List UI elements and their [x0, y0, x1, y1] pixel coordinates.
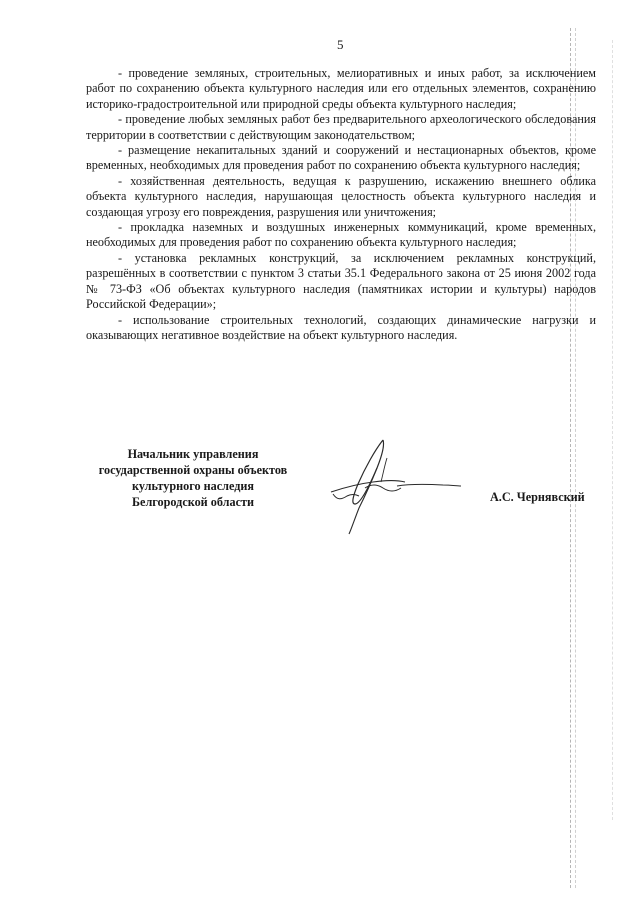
paragraph: - прокладка наземных и воздушных инженерных коммуникаций, кроме временных, необходимых для проведения работ по сохранению объекта культурного наследия; — [86, 220, 596, 250]
signatory-title-line: государственной охраны объектов — [98, 463, 288, 477]
paragraph: - установка рекламных конструкций, за исключением рекламных конструкций, разрешённых в соответствии с пунктом 3 статьи 35.1 Федерального закона от 25 июня 2002 года № 73-ФЗ «Об объектах культурного наследия (памятниках истории и культуры) народов Российской Федерации»; — [86, 250, 596, 312]
restrictions-list — [86, 66, 596, 343]
signatory-title — [84, 446, 302, 510]
paragraph: - проведение любых земляных работ без предварительного археологического обследования территории в соответствии с действующим законодательством; — [86, 112, 596, 142]
signatory-title-line: Белгородской области — [132, 495, 254, 509]
handwritten-signature — [325, 438, 465, 538]
scan-edge-line — [612, 40, 613, 820]
signatory-name: А.С. Чернявский — [490, 490, 585, 504]
paragraph: - хозяйственная деятельность, ведущая к разрушению, искажению внешнего облика объекта культурного наследия, нарушающая целостность объекта культурного наследия и создающая угрозу его повреждения, разрушения или уничтожения; — [86, 173, 596, 219]
signatory-title-line: Начальник управления — [127, 447, 259, 461]
paragraph: - проведение земляных, строительных, мелиоративных и иных работ, за исключением работ по сохранению объекта культурного наследия или его отдельных элементов, сохранению историко-градостроительной или природной среды объекта культурного наследия; — [86, 66, 596, 111]
page-number: 5 — [337, 37, 344, 52]
paragraph: - использование строительных технологий, создающих динамические нагрузки и оказывающих негативное воздействие на объект культурного наследия. — [86, 312, 596, 342]
paragraph: - размещение некапитальных зданий и сооружений и нестационарных объектов, кроме временных, необходимых для проведения работ по сохранению объекта культурного наследия; — [86, 143, 596, 173]
signatory-title-line: культурного наследия — [131, 479, 255, 493]
